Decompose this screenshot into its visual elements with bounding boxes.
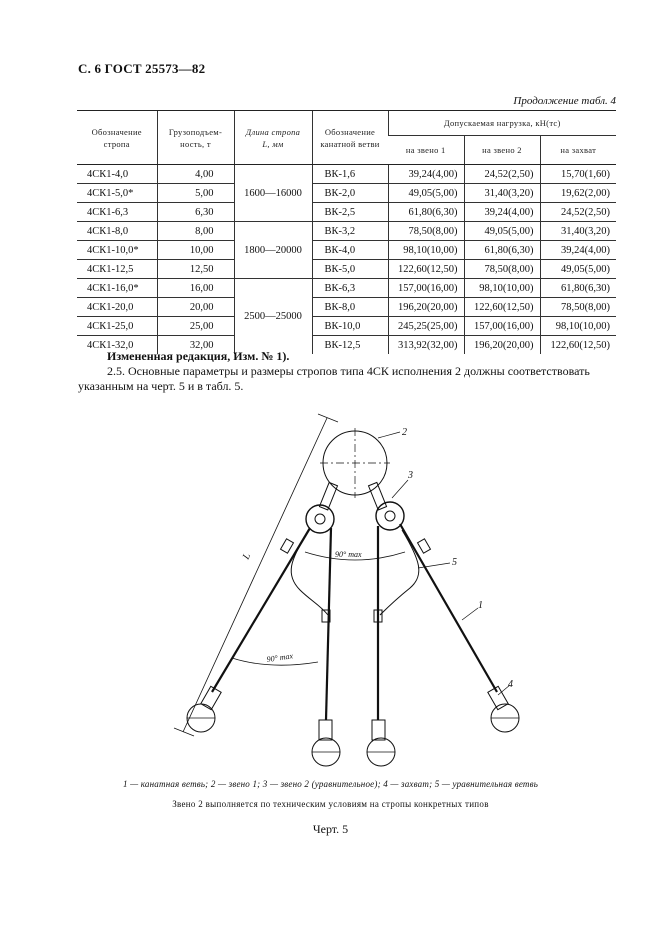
paragraph-2-5: 2.5. Основные параметры и размеры стропов типа 4СК исполнения 2 должны соответствовать указанным на черт. 5 и в табл. 5. xyxy=(78,364,590,393)
label-2: 2 xyxy=(402,427,407,438)
sling-parameters-table xyxy=(77,110,616,354)
header-permissible-load: Допускаемая нагрузка, кН(тс) xyxy=(388,111,616,136)
header-length: Длина стропа L, мм xyxy=(234,111,312,165)
length-range-2: 1800—20000 xyxy=(234,222,312,279)
table-continuation-label: Продолжение табл. 4 xyxy=(513,95,616,107)
figure-note: Звено 2 выполняется по техническим условиям на стропы конкретных типов xyxy=(172,799,489,809)
dimension-line-L xyxy=(183,418,327,732)
header-branch: Обозначение канатной ветви xyxy=(312,111,388,165)
table-row: 4СК1-32,0 32,00 ВК-12,5 313,92(32,00) 196,20(20,00) 122,60(12,50) xyxy=(77,336,616,355)
length-range-1: 1600—16000 xyxy=(234,165,312,222)
table-row: 4СК1-12,5 12,50 ВК-5,0 122,60(12,50) 78,50(8,00) 49,05(5,00) xyxy=(77,260,616,279)
table-row: 4СК1-20,0 20,00 ВК-8,0 196,20(20,00) 122,60(12,50) 78,50(8,00) xyxy=(77,298,616,317)
table-row: 4СК1-16,0* 16,00 2500—25000 ВК-6,3 157,00(16,00) 98,10(10,00) 61,80(6,30) xyxy=(77,279,616,298)
length-range-3: 2500—25000 xyxy=(234,279,312,355)
shackle-right xyxy=(368,482,386,509)
equalizing-branch-right xyxy=(380,530,419,615)
header-load-link1: на звено 1 xyxy=(388,136,464,165)
label-4: 4 xyxy=(508,679,513,690)
label-angle-left: 90° max xyxy=(266,651,294,664)
figure-legend: 1 — канатная ветвь; 2 — звено 1; 3 — звено 2 (уравнительное); 4 — захват; 5 — уравнительная ветвь xyxy=(122,779,539,789)
table-row: 4СК1-4,0 4,00 1600—16000 ВК-1,6 39,24(4,00) 24,52(2,50) 15,70(1,60) xyxy=(77,165,616,184)
label-3: 3 xyxy=(408,470,413,481)
rope-branches-left xyxy=(212,528,331,720)
header-load-grip: на захват xyxy=(540,136,616,165)
amendment-note: Измененная редакция, Изм. № 1). xyxy=(107,349,290,363)
sling-drawing xyxy=(0,400,661,778)
table-row: 4СК1-10,0* 10,00 ВК-4,0 98,10(10,00) 61,80(6,30) 39,24(4,00) xyxy=(77,241,616,260)
header-capacity: Грузоподъем- ность, т xyxy=(157,111,234,165)
figure-caption: Черт. 5 xyxy=(312,822,349,836)
label-5: 5 xyxy=(452,557,457,568)
table-row: 4СК1-25,0 25,00 ВК-10,0 245,25(25,00) 157,00(16,00) 98,10(10,00) xyxy=(77,317,616,336)
header-designation: Обозначение стропа xyxy=(77,111,157,165)
table-row: 4СК1-8,0 8,00 1800—20000 ВК-3,2 78,50(8,00) 49,05(5,00) 31,40(3,20) xyxy=(77,222,616,241)
table-row: 4СК1-6,3 6,30 ВК-2,5 61,80(6,30) 39,24(4,00) 24,52(2,50) xyxy=(77,203,616,222)
table-row: 4СК1-5,0* 5,00 ВК-2,0 49,05(5,00) 31,40(3,20) 19,62(2,00) xyxy=(77,184,616,203)
equalizing-branch-left xyxy=(291,532,328,615)
rope-branches-right xyxy=(378,524,497,720)
label-1: 1 xyxy=(478,600,483,611)
header-load-link2: на звено 2 xyxy=(464,136,540,165)
label-angle-top: 90° max xyxy=(335,550,362,559)
label-L: L xyxy=(240,551,254,562)
page-header: С. 6 ГОСТ 25573—82 xyxy=(78,61,206,76)
